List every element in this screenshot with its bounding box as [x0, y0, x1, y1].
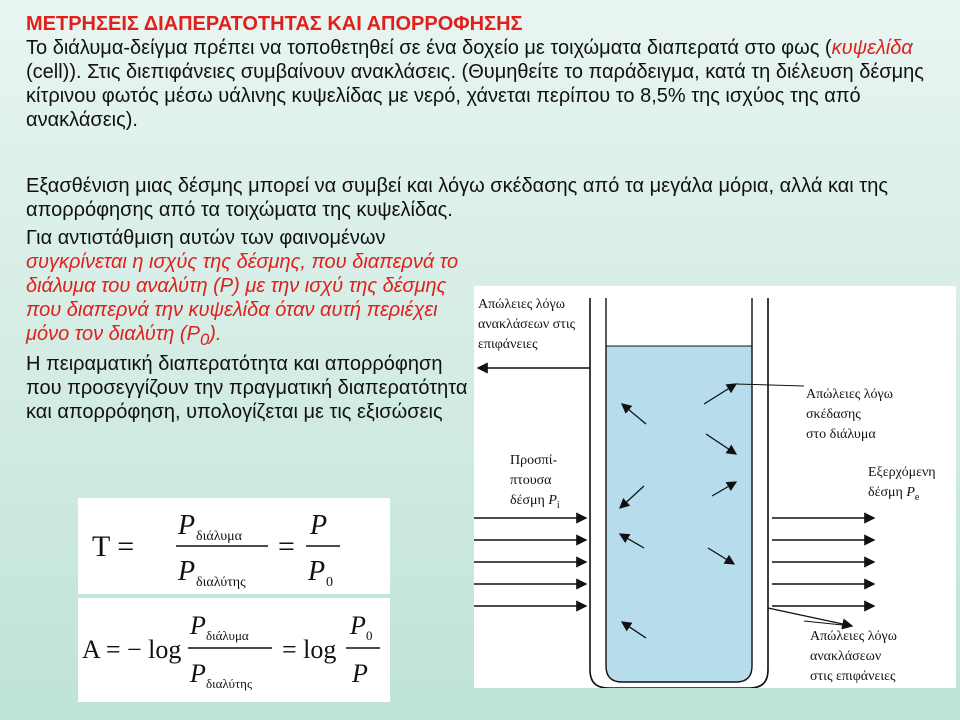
formula-a-den-sub: διαλύτης [206, 676, 253, 691]
formula-a-rhs-num: P [350, 611, 366, 640]
paragraph-equations: Η πειραματική διαπερατότητα και απορρόφηση που προσεγγίζουν την πραγματική διαπερατότητα και απορρόφηση, υπολογίζεται με τις εξισώσεις [26, 353, 468, 423]
p3-emphasis: συγκρίνεται η ισχύς της δέσμης, που διαπερνά το διάλυμα του αναλύτη (P) με την ισχύ της δέσμης που διαπερνά την κυψελίδα όταν αυτή περιέχει μόνο τον διαλύτη (P [26, 251, 459, 345]
p3-text-c: ). [209, 323, 222, 345]
transmittance-formula [78, 498, 390, 594]
paragraph-compensation [26, 226, 481, 352]
formula-t-rhs-den: P [308, 556, 326, 587]
formula-t-num-sub: διάλυμα [196, 529, 243, 544]
pointer-line [804, 621, 852, 626]
formula-a-rhs-den: P [352, 659, 368, 688]
formula-t-rhs-num: P [310, 510, 328, 541]
cuvette-solution [606, 346, 752, 682]
formula-a-den-p: P [190, 659, 206, 688]
formula-t-num-p: P [178, 510, 196, 541]
cuvette-figure [474, 286, 956, 688]
reflection-arrow [768, 608, 852, 626]
label-scattering: Απώλειες λόγω σκέδασης στο διάλυμα [806, 387, 893, 442]
label-incident: Προσπί- πτουσα δέσμη $P_i$ [510, 453, 560, 511]
formula-a-num-p: P [190, 611, 206, 640]
cuvette-term: κυψελίδα [831, 37, 913, 59]
paragraph-cuvette [26, 36, 946, 132]
formula-t-eq: = [278, 530, 295, 563]
p1-text-a: Το διάλυμα-δείγμα πρέπει να τοποθετηθεί σε ένα δοχείο με τοιχώματα διαπερατά στο φως ( [26, 37, 832, 59]
label-bottom-right: Απώλειες λόγω ανακλάσεων στις επιφάνειες [810, 629, 897, 684]
paragraph-scattering: Εξασθένιση μιας δέσμης μπορεί να συμβεί και λόγω σκέδασης από τα μεγάλα μόρια, αλλά και της απορρόφησης από τα τοιχώματα της κυψελίδας. [26, 175, 888, 221]
formula-t-rhs-den-sub: 0 [326, 575, 333, 590]
formula-a-lhs: A = − log [82, 635, 182, 664]
absorbance-formula [78, 598, 390, 702]
p3-subscript: 0 [199, 330, 210, 349]
slide-title: ΜΕΤΡΗΣΕΙΣ ΔΙΑΠΕΡΑΤΟΤΗΤΑΣ ΚΑΙ ΑΠΟΡΡΟΦΗΣΗΣ [26, 13, 523, 35]
p3-text-a: Για αντιστάθμιση αυτών των φαινομένων [26, 227, 386, 249]
formula-a-rhs-num-sub: 0 [366, 628, 373, 643]
formula-t-den-sub: διαλύτης [196, 575, 246, 590]
formula-a-num-sub: διάλυμα [206, 628, 249, 643]
formula-t-lhs: T = [92, 530, 135, 563]
label-emerging: Εξερχόμενη δέσμη $P_e$ [868, 465, 936, 503]
formula-t-den-p: P [178, 556, 196, 587]
label-top-left: Απώλειες λόγω ανακλάσεων στις επιφάνειες [478, 297, 576, 352]
p1-text-b: (cell)). Στις διεπιφάνειες συμβαίνουν ανακλάσεις. (Θυμηθείτε το παράδειγμα, κατά τη διέλευση δέσμης κίτρινου φωτός μέσω υάλινης κυψελίδας με νερό, χάνεται περίπου το 8,5% της ισχύος της από ανακλάσεις). [26, 61, 924, 131]
formula-a-eq: = log [282, 635, 337, 664]
